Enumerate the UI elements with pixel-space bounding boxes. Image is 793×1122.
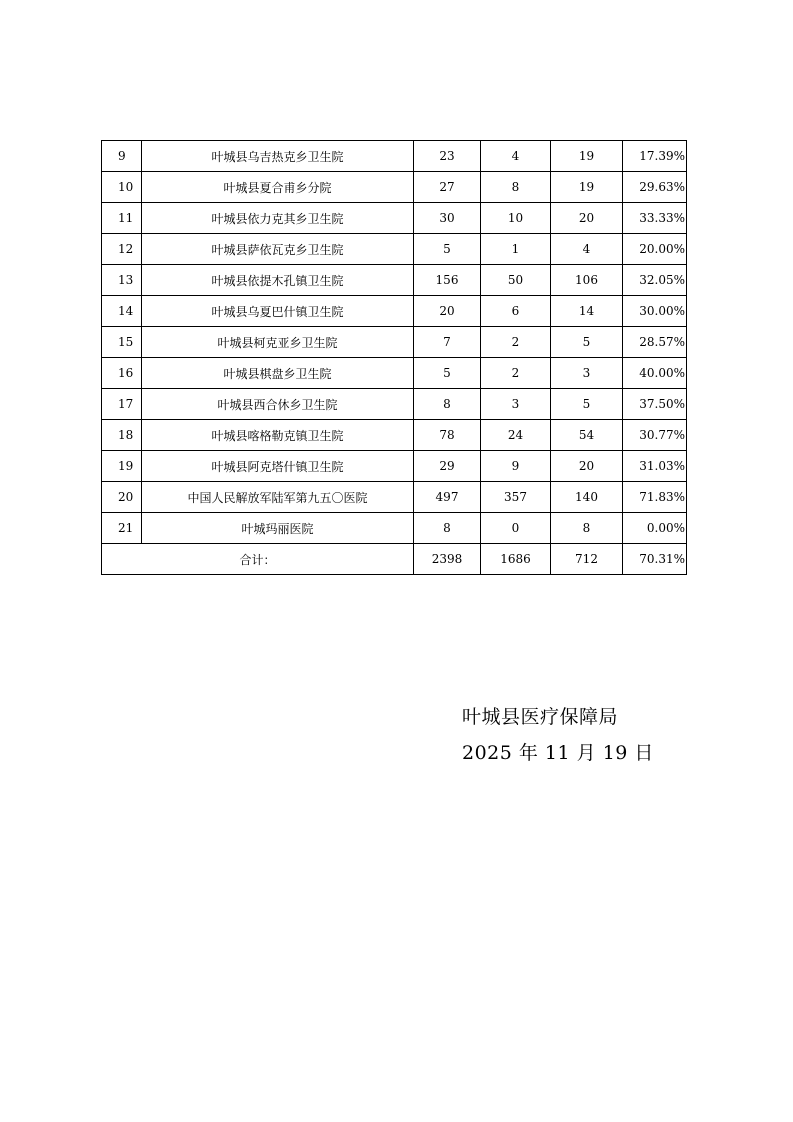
institution-name: 叶城县喀格勒克镇卫生院 xyxy=(142,420,414,451)
col-a-count: 10 xyxy=(481,203,551,234)
table-body xyxy=(102,141,687,575)
rate-value: 29.63% xyxy=(623,172,687,203)
col-b-count: 140 xyxy=(551,482,623,513)
col-a-count: 0 xyxy=(481,513,551,544)
row-number: 9 xyxy=(102,141,142,172)
row-number: 15 xyxy=(102,327,142,358)
total-count: 27 xyxy=(414,172,481,203)
col-b-count: 20 xyxy=(551,451,623,482)
col-a-count: 2 xyxy=(481,358,551,389)
row-number: 20 xyxy=(102,482,142,513)
col-b-count: 3 xyxy=(551,358,623,389)
total-rate: 70.31% xyxy=(623,544,687,575)
institution-name: 叶城县阿克塔什镇卫生院 xyxy=(142,451,414,482)
col-b-count: 4 xyxy=(551,234,623,265)
col-b-count: 106 xyxy=(551,265,623,296)
total-col-b: 712 xyxy=(551,544,623,575)
institution-name: 叶城县萨依瓦克乡卫生院 xyxy=(142,234,414,265)
table-row xyxy=(102,203,687,234)
row-number: 11 xyxy=(102,203,142,234)
col-b-count: 5 xyxy=(551,327,623,358)
row-number: 14 xyxy=(102,296,142,327)
table-row xyxy=(102,451,687,482)
col-a-count: 3 xyxy=(481,389,551,420)
institution-name: 叶城县西合休乡卫生院 xyxy=(142,389,414,420)
table-row xyxy=(102,482,687,513)
col-a-count: 4 xyxy=(481,141,551,172)
total-count: 2398 xyxy=(414,544,481,575)
row-number: 17 xyxy=(102,389,142,420)
table-row xyxy=(102,265,687,296)
col-a-count: 1 xyxy=(481,234,551,265)
total-count: 5 xyxy=(414,234,481,265)
rate-value: 28.57% xyxy=(623,327,687,358)
total-count: 20 xyxy=(414,296,481,327)
col-a-count: 8 xyxy=(481,172,551,203)
total-row xyxy=(102,544,687,575)
col-a-count: 24 xyxy=(481,420,551,451)
total-count: 7 xyxy=(414,327,481,358)
rate-value: 20.00% xyxy=(623,234,687,265)
total-count: 23 xyxy=(414,141,481,172)
total-count: 30 xyxy=(414,203,481,234)
institution-name: 中国人民解放军陆军第九五〇医院 xyxy=(142,482,414,513)
col-b-count: 5 xyxy=(551,389,623,420)
col-a-count: 6 xyxy=(481,296,551,327)
table-row xyxy=(102,420,687,451)
col-a-count: 9 xyxy=(481,451,551,482)
rate-value: 17.39% xyxy=(623,141,687,172)
total-count: 497 xyxy=(414,482,481,513)
rate-value: 40.00% xyxy=(623,358,687,389)
institution-name: 叶城县依提木孔镇卫生院 xyxy=(142,265,414,296)
row-number: 10 xyxy=(102,172,142,203)
col-b-count: 19 xyxy=(551,141,623,172)
col-a-count: 357 xyxy=(481,482,551,513)
rate-value: 30.00% xyxy=(623,296,687,327)
total-count: 78 xyxy=(414,420,481,451)
institution-name: 叶城县夏合甫乡分院 xyxy=(142,172,414,203)
rate-value: 0.00% xyxy=(623,513,687,544)
col-b-count: 14 xyxy=(551,296,623,327)
table-row xyxy=(102,513,687,544)
rate-value: 32.05% xyxy=(623,265,687,296)
row-number: 12 xyxy=(102,234,142,265)
total-count: 156 xyxy=(414,265,481,296)
col-b-count: 54 xyxy=(551,420,623,451)
institution-name: 叶城县柯克亚乡卫生院 xyxy=(142,327,414,358)
table-row xyxy=(102,141,687,172)
institution-name: 叶城县依力克其乡卫生院 xyxy=(142,203,414,234)
rate-value: 33.33% xyxy=(623,203,687,234)
col-b-count: 8 xyxy=(551,513,623,544)
col-a-count: 50 xyxy=(481,265,551,296)
row-number: 13 xyxy=(102,265,142,296)
table-row xyxy=(102,358,687,389)
row-number: 19 xyxy=(102,451,142,482)
table-row xyxy=(102,234,687,265)
row-number: 18 xyxy=(102,420,142,451)
col-b-count: 20 xyxy=(551,203,623,234)
table-row xyxy=(102,172,687,203)
total-count: 29 xyxy=(414,451,481,482)
table-row xyxy=(102,296,687,327)
institution-name: 叶城县乌吉热克乡卫生院 xyxy=(142,141,414,172)
table-row xyxy=(102,327,687,358)
rate-value: 71.83% xyxy=(623,482,687,513)
institution-name: 叶城县棋盘乡卫生院 xyxy=(142,358,414,389)
row-number: 16 xyxy=(102,358,142,389)
total-count: 8 xyxy=(414,389,481,420)
total-col-a: 1686 xyxy=(481,544,551,575)
institution-name: 叶城县乌夏巴什镇卫生院 xyxy=(142,296,414,327)
row-number: 21 xyxy=(102,513,142,544)
total-label: 合计： xyxy=(102,544,414,575)
signature-organization: 叶城县医疗保障局 xyxy=(462,706,619,728)
rate-value: 31.03% xyxy=(623,451,687,482)
rate-value: 37.50% xyxy=(623,389,687,420)
col-a-count: 2 xyxy=(481,327,551,358)
rate-value: 30.77% xyxy=(623,420,687,451)
total-count: 8 xyxy=(414,513,481,544)
institution-name: 叶城玛丽医院 xyxy=(142,513,414,544)
table-row xyxy=(102,389,687,420)
total-count: 5 xyxy=(414,358,481,389)
col-b-count: 19 xyxy=(551,172,623,203)
statistics-table xyxy=(101,140,687,575)
signature-date: 2025 年 11 月 19 日 xyxy=(462,742,654,764)
